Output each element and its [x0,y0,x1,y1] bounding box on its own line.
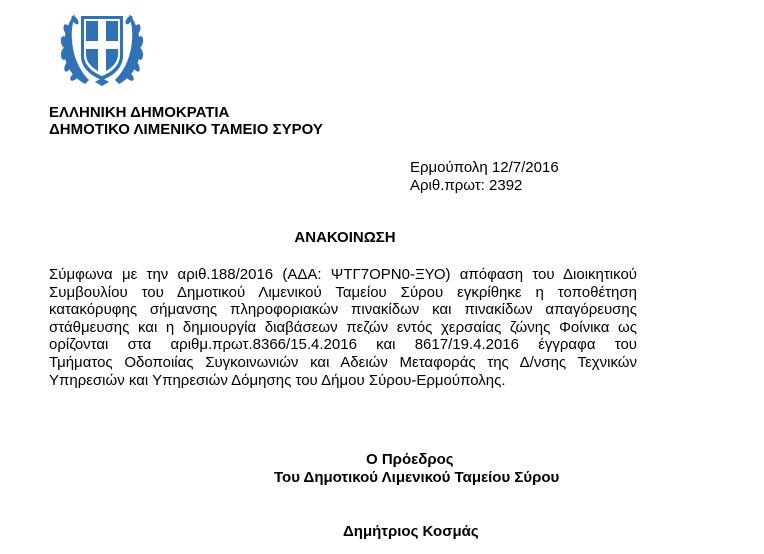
body-line: στάθμευσης και η δημιουργία διαβάσεων πεζών εντός χερσαίας ζώνης Φοίνικα ως [49,318,637,336]
body-line: Υπηρεσιών και Υπηρεσιών Δόμησης του Δήμου Σύρου-Ερμούπολης. [49,371,506,389]
document-title: ΑΝΑΚΟΙΝΩΣΗ [294,229,396,246]
body-line: ορίζονται στα αριθμ.πρωτ.8366/15.4.2016 και 8617/19.4.2016 έγγραφα του [49,336,637,354]
body-line: κατακόρυφης σήμανσης πληροφοριακών πινακίδων και πινακίδων απαγόρευσης [49,301,637,319]
document-meta [410,159,559,195]
signature-organization: Του Δημοτικού Λιμενικού Ταμείου Σύρου [274,469,560,486]
announcement-body [49,266,637,389]
greek-coat-of-arms-icon [55,8,149,88]
issuer-country: ΕΛΛΗΝΙΚΗ ΔΗΜΟΚΡΑΤΙΑ [49,104,230,121]
protocol-number: Αριθ.πρωτ: 2392 [410,177,523,194]
signature-role: Ο Πρόεδρος [366,451,454,468]
body-line: Σύμφωνα με την αριθ.188/2016 (ΑΔΑ: ΨΤΓ7ΟΡΝ0-ΞΥΟ) απόφαση του Διοικητικού [49,266,637,283]
issuer-block [49,104,323,138]
issuer-organization: ΔΗΜΟΤΙΚΟ ΛΙΜΕΝΙΚΟ ΤΑΜΕΙΟ ΣΥΡΟΥ [49,121,323,138]
signatory-name: Δημήτριος Κοσμάς [343,523,479,540]
body-line: Τμήματος Οδοποιίας Συγκοινωνιών και Αδειών Μεταφοράς της Δ/νσης Τεχνικών [49,353,637,371]
body-line: Συμβουλίου του Δημοτικού Λιμενικού Ταμείου Σύρου εγκρίθηκε η τοποθέτηση [49,283,637,301]
place-date: Ερμούπολη 12/7/2016 [410,159,559,176]
